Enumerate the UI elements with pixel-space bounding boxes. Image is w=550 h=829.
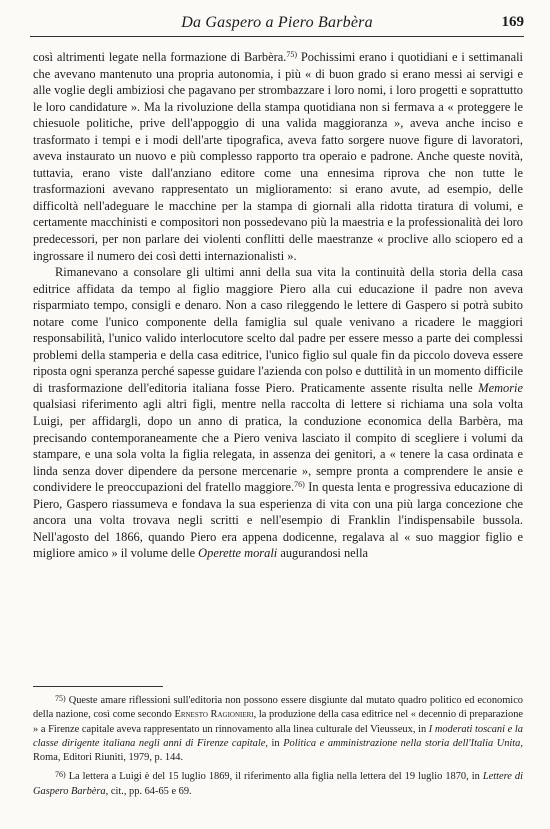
main-text xyxy=(33,49,523,562)
footnote-76 xyxy=(33,770,523,799)
footnote-76-text-b: , cit., pp. 64-65 e 69. xyxy=(105,785,192,797)
paragraph-2 xyxy=(33,264,523,562)
p2-title-memorie: Memorie xyxy=(478,380,523,395)
footnote-75-text-b: , la produzione della casa editrice nel « decennio di preparazione » a Firenze capitale aveva rappresentato un rinnovamento alla linea culturale del Vieusseux, in xyxy=(33,709,523,735)
footnote-75-italic-2: Politica e amministrazione nella storia dell'Italia Unita xyxy=(283,737,521,749)
footnote-76-italic-1: Lettere di Gaspero Barbèra xyxy=(33,771,523,797)
p2-text-b: qualsiasi riferimento agli altri figli, mentre nella raccolta di lettere si richiama una sola volta Luigi, per affidargli, dopo un anno di pratica, la conduzione economica della Barbèra, ma precisando contemporaneamente che a Piero veniva lasciato il compito di scegliere i volumi da stampare, e una sola volta la figlia relegata, in assenza dei genitori, a « tenere la casa ordinata e linda senza dover dipendere da persone mercenarie », sempre pronta a comprendere le ansie e condividere le preoccupazioni del fratello maggiore. xyxy=(33,397,523,495)
footnote-ref-76: 76) xyxy=(294,480,305,490)
footnote-75-number: 75) xyxy=(55,694,66,703)
paragraph-1 xyxy=(33,49,523,264)
header-rule xyxy=(30,36,524,37)
footnote-75-text-c: , in xyxy=(265,737,284,749)
footnote-76-text-a: La lettera a Luigi è del 15 luglio 1869, il riferimento alla figlia nella lettera del 19 luglio 1870, in xyxy=(65,771,483,783)
p2-title-operette: Operette morali xyxy=(198,546,278,561)
running-title: Da Gaspero a Piero Barbèra xyxy=(181,14,373,31)
page-number: 169 xyxy=(501,14,524,30)
footnote-75-author: Ernesto Ragionieri xyxy=(174,709,254,721)
footnote-75 xyxy=(33,694,523,765)
footnote-75-text-a: Queste amare riflessioni sull'editoria non possono essere disgiunte dal mutato quadro politico ed economico della nazione, così come secondo xyxy=(33,695,523,721)
p1-text-b: Pochissimi erano i quotidiani e i settimanali che avevano mantenuto una propria autonomia, i più « di buon grado si erano messi ai servigi e alle voglie degli ambiziosi che pagavano per strombazzare i loro nomi, i loro progetti e soprattutto le loro candidature ». Ma la rivoluzione della stampa quotidiana non si fermava a « proteggere le chiesuole politiche, prive dell'appoggio di una valida maggioranza », aveva anche inciso e trasformato i tempi e i modi dell'arte tipografica, aveva fatto sorgere nuove figure di lavoratori, aveva instaurato un nuovo e più complesso rapporto tra operaio e padrone. Anche queste novità, tuttavia, erano viste dall'anziano editore come una ennesima riprova che non tutte le trasformazioni avevano rappresentato un miglioramento: si erano avute, ad esempio, delle difficoltà nell'adeguare le macchine per la stampa di giornali alla ridotta tiratura di volumi, e certamente macchinisti e compositori non possedevano più la maestria e la professionalità dei loro predecessori, per non parlare dei violenti conflitti delle maestranze « proclive allo sciopero ed a ingrossare il numero dei così detti internazionalisti ». xyxy=(33,50,523,263)
footnote-75-text-d: , Roma, Editori Riuniti, 1979, p. 144. xyxy=(33,737,523,764)
footnotes xyxy=(33,694,523,804)
p1-text-a: così altrimenti legate nella formazione di Barbèra. xyxy=(33,50,287,64)
footnote-76-number: 76) xyxy=(55,770,66,780)
footnote-rule xyxy=(33,686,163,687)
running-header xyxy=(30,14,524,34)
p2-text-d: augurandosi nella xyxy=(277,546,369,561)
p2-text-a: Rimanevano a consolare gli ultimi anni della sua vita la continuità della storia della casa editrice affidata da tempo al figlio maggiore Piero alla cui educazione il padre non aveva risparmiato tempo, consigli e denaro. Non a caso rileggendo le lettere di Gaspero si potrà subito notare come l'unico componente della famiglia sul quale venivano a ricadere le maggiori responsabilità, l'unico valido interlocutore scelto dal padre per essere messo a parte dei complessi problemi della stamperia e della casa editrice, l'unico figlio sul quale fin da piccolo doveva essere riposta ogni speranza perché sapesse guidare l'azienda con polso e duttilità in un momento difficile di trasformazione dell'editoria italiana fosse Piero. Praticamente assente risulta nelle xyxy=(33,265,523,395)
footnote-ref-75: 75) xyxy=(286,50,298,59)
p2-text-c: In questa lenta e progressiva educazione di Piero, Gaspero riassumeva e fondava la sua esperienza di vita con una più larga concezione che ancora una volta trovava negli scritti e nell'esempio di Franklin l'indispensabile bussola. Nell'agosto del 1866, quando Piero era appena dodicenne, regalava al « suo maggior figlio e migliore amico » il volume delle xyxy=(33,480,523,561)
footnote-75-italic-1: I moderati toscani e la classe dirigente italiana negli anni di Firenze capitale xyxy=(33,723,523,749)
